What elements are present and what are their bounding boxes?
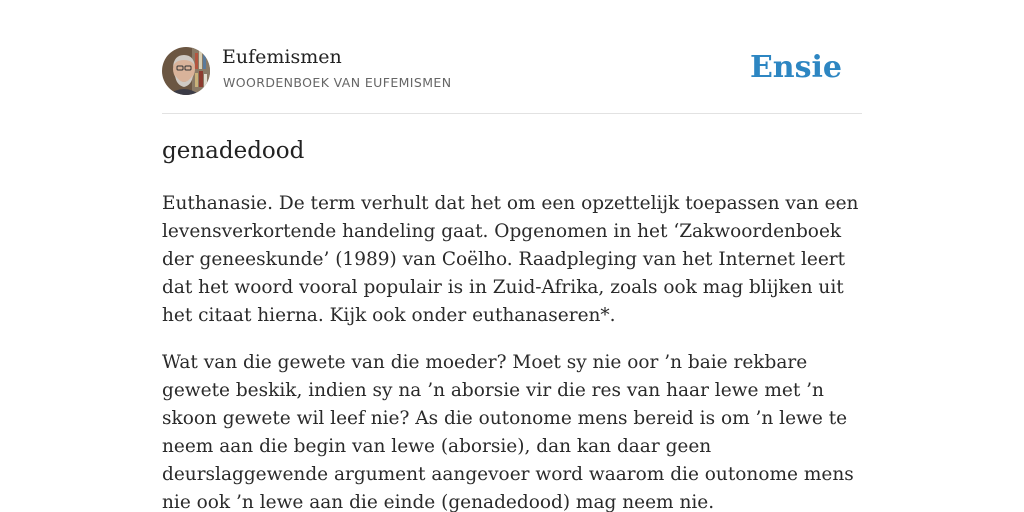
entry-quote: Wat van die gewete van die moeder? Moet sy nie oor ’n baie rekbare gewete beskik, indien sy na ’n aborsie vir die res van haar lewe met ’n skoon gewete wil leef nie? As die outonome mens bereid is om ’n lewe te neem aan die begin van lewe (aborsie), dan kan daar geen deurslaggewende argument aangevoer word waarom die outonome mens nie ook ’n lewe aan die einde (genadedood) mag neem nie.	[162, 352, 854, 512]
ensie-logo[interactable]: Ensie	[749, 50, 842, 85]
entry-title: genadedood	[162, 138, 305, 164]
author-avatar[interactable]	[162, 47, 210, 95]
entry-definition: Euthanasie. De term verhult dat het om een opzettelijk toepassen van een levensverkortende handeling gaat. Opgenomen in het ‘Zakwoordenboek der geneeskunde’ (1989) van Coëlho. Raadpleging van het Internet leert dat het woord vooral populair is in Zuid-Afrika, zoals ook mag blijken uit het citaat hierna. Kijk ook onder euthanaseren*.	[162, 193, 859, 326]
avatar-image	[162, 47, 210, 95]
header	[162, 46, 862, 96]
header-divider	[162, 113, 862, 114]
author-name[interactable]: Eufemismen	[222, 46, 342, 68]
author-subtitle[interactable]: WOORDENBOEK VAN EUFEMISMEN	[223, 75, 452, 90]
